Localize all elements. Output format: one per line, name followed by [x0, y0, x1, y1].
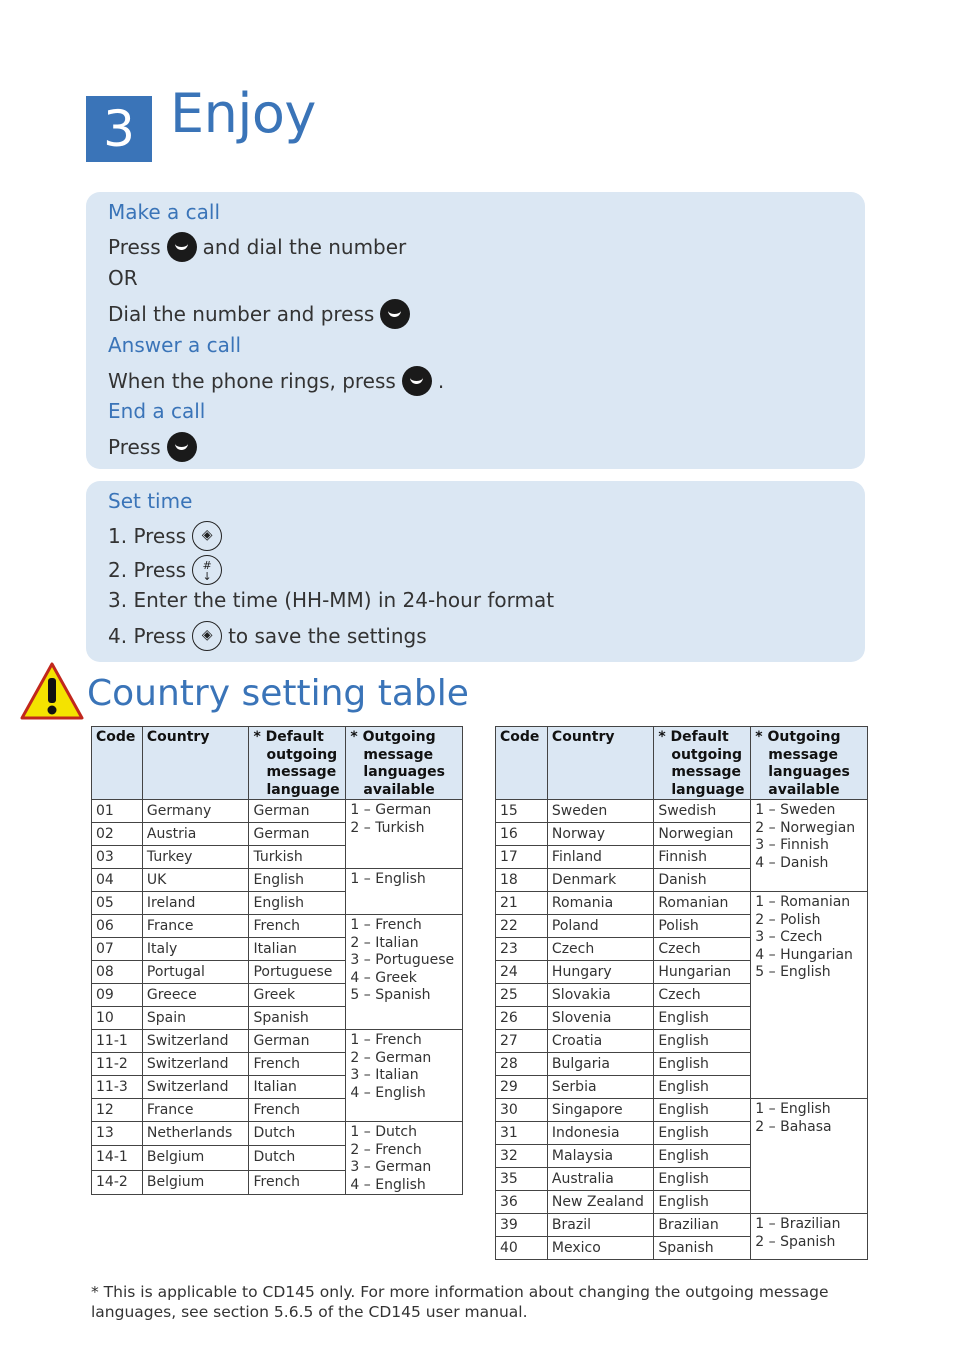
header-outgoing-languages: [346, 727, 463, 800]
cell-code: 02: [92, 823, 143, 846]
menu-key-icon: ◈: [192, 621, 222, 651]
cell-default-language: Spanish: [654, 1237, 751, 1260]
cell-country: Spain: [142, 1007, 249, 1030]
cell-code: 31: [496, 1122, 548, 1145]
header-line: message: [266, 764, 337, 780]
language-option: 1 – English: [755, 1101, 831, 1117]
header-default-language: [249, 727, 346, 800]
language-option: 4 – Danish: [755, 854, 829, 871]
cell-country: Czech: [547, 938, 653, 961]
cell-default-language: English: [654, 1168, 751, 1191]
header-outgoing-languages: [751, 727, 868, 800]
language-option: 1 – French: [350, 917, 422, 933]
cell-default-language: Portuguese: [249, 961, 346, 984]
cell-code: 24: [496, 961, 548, 984]
language-option: 1 – Romanian: [755, 894, 851, 910]
header-line: message: [768, 746, 838, 763]
answer-call-heading: Answer a call: [108, 333, 241, 357]
cell-country: New Zealand: [547, 1191, 653, 1214]
table-header-row: [92, 727, 463, 800]
cell-code: 29: [496, 1076, 548, 1099]
cell-code: 25: [496, 984, 548, 1007]
cell-country: Mexico: [547, 1237, 653, 1260]
cell-code: 39: [496, 1214, 548, 1237]
language-option: 4 – English: [350, 1176, 426, 1193]
cell-default-language: Italian: [249, 938, 346, 961]
cell-outgoing-languages: [346, 915, 463, 1030]
cell-code: 07: [92, 938, 143, 961]
set-time-panel: [86, 481, 865, 662]
cell-country: Norway: [547, 823, 653, 846]
header-code: Code: [92, 727, 143, 800]
cell-default-language: French: [249, 1053, 346, 1076]
language-option: 5 – English: [755, 964, 831, 980]
cell-country: Portugal: [142, 961, 249, 984]
language-option: 5 – Spanish: [350, 987, 431, 1003]
cell-country: Italy: [142, 938, 249, 961]
footnote: * This is applicable to CD145 only. For more information about changing the outgoing message languages, see section 5.6.5 of the CD145 user manual.: [91, 1283, 829, 1321]
table-row: [496, 1214, 868, 1237]
cell-code: 18: [496, 869, 548, 892]
cell-country: Slovenia: [547, 1007, 653, 1030]
cell-outgoing-languages: [346, 1030, 463, 1122]
cell-default-language: English: [654, 1191, 751, 1214]
cell-code: 28: [496, 1053, 548, 1076]
cell-default-language: German: [249, 1030, 346, 1053]
cell-code: 04: [92, 869, 143, 892]
language-option: 3 – Finnish: [755, 837, 829, 853]
cell-country: Romania: [547, 892, 653, 915]
cell-default-language: Finnish: [654, 846, 751, 869]
cell-country: Sweden: [547, 800, 653, 823]
cell-default-language: Norwegian: [654, 823, 751, 846]
cell-code: 08: [92, 961, 143, 984]
language-option: 4 – Greek: [350, 969, 417, 986]
cell-country: Turkey: [142, 846, 249, 869]
country-table-left: [91, 726, 463, 1195]
cell-country: France: [142, 1099, 249, 1122]
answer-call-text: When the phone rings, press: [108, 369, 396, 393]
table-row: [92, 800, 463, 823]
cell-default-language: Polish: [654, 915, 751, 938]
language-option: 2 – Bahasa: [755, 1118, 832, 1135]
cell-code: 40: [496, 1237, 548, 1260]
header-line: * Default: [253, 729, 324, 745]
cell-code: 32: [496, 1145, 548, 1168]
language-option: 3 – Italian: [350, 1067, 419, 1083]
or-text: OR: [108, 266, 138, 290]
cell-code: 11-1: [92, 1030, 143, 1053]
language-option: 2 – French: [350, 1141, 422, 1158]
cell-country: Croatia: [547, 1030, 653, 1053]
cell-country: Australia: [547, 1168, 653, 1191]
cell-default-language: Romanian: [654, 892, 751, 915]
cell-default-language: English: [654, 1076, 751, 1099]
end-call-line: [108, 432, 197, 462]
table-row: [92, 915, 463, 938]
cell-code: 10: [92, 1007, 143, 1030]
make-call-dial-press-text: Dial the number and press: [108, 302, 375, 326]
make-call-press-text: Press: [108, 235, 161, 259]
country-table-right: [495, 726, 868, 1260]
cell-code: 05: [92, 892, 143, 915]
cell-code: 12: [92, 1099, 143, 1122]
cell-default-language: Greek: [249, 984, 346, 1007]
cell-default-language: German: [249, 823, 346, 846]
cell-code: 21: [496, 892, 548, 915]
cell-default-language: Dutch: [249, 1146, 346, 1170]
cell-default-language: Hungarian: [654, 961, 751, 984]
cell-code: 11-3: [92, 1076, 143, 1099]
header-line: message: [363, 746, 434, 763]
language-option: 3 – German: [350, 1159, 432, 1175]
language-option: 2 – Spanish: [755, 1233, 836, 1250]
make-call-line1: [108, 232, 406, 262]
language-option: 4 – English: [350, 1084, 426, 1101]
cell-code: 27: [496, 1030, 548, 1053]
hash-key-icon: # ↓: [192, 555, 222, 585]
set-time-step2: [108, 555, 222, 585]
table-header-row: [496, 727, 868, 800]
header-country: Country: [142, 727, 249, 800]
cell-code: 13: [92, 1122, 143, 1146]
header-line: language: [266, 781, 340, 798]
header-line: outgoing: [266, 746, 338, 763]
cell-code: 36: [496, 1191, 548, 1214]
header-country: Country: [547, 727, 653, 800]
cell-code: 09: [92, 984, 143, 1007]
cell-country: Belgium: [142, 1146, 249, 1170]
language-option: 1 – Dutch: [350, 1124, 417, 1140]
cell-default-language: English: [654, 1122, 751, 1145]
cell-default-language: Czech: [654, 984, 751, 1007]
hash-key-label: #: [202, 559, 212, 572]
cell-country: Finland: [547, 846, 653, 869]
cell-outgoing-languages: [346, 1122, 463, 1195]
cell-default-language: Brazilian: [654, 1214, 751, 1237]
language-option: 1 – Brazilian: [755, 1216, 841, 1232]
cell-outgoing-languages: [751, 892, 868, 1099]
header-code: Code: [496, 727, 548, 800]
language-option: 4 – Hungarian: [755, 946, 853, 963]
cell-country: Ireland: [142, 892, 249, 915]
talk-key-icon: [402, 366, 432, 396]
header-line: * Outgoing: [755, 729, 841, 745]
language-option: 1 – French: [350, 1032, 422, 1048]
make-call-line2: [108, 299, 410, 329]
cell-code: 23: [496, 938, 548, 961]
cell-country: Austria: [142, 823, 249, 846]
end-call-text: Press: [108, 435, 161, 459]
cell-default-language: Danish: [654, 869, 751, 892]
cell-code: 01: [92, 800, 143, 823]
cell-outgoing-languages: [751, 1214, 868, 1260]
cell-country: Indonesia: [547, 1122, 653, 1145]
set-time-step1: [108, 521, 222, 551]
cell-country: Poland: [547, 915, 653, 938]
make-call-dial-text: and dial the number: [202, 235, 407, 259]
set-time-step4: [108, 621, 427, 651]
cell-default-language: English: [654, 1030, 751, 1053]
cell-country: Switzerland: [142, 1030, 249, 1053]
menu-key-icon: ◈: [192, 521, 222, 551]
cell-country: Switzerland: [142, 1053, 249, 1076]
talk-key-icon: [380, 299, 410, 329]
language-option: 1 – German: [350, 802, 432, 818]
cell-outgoing-languages: [346, 869, 463, 915]
step4-save-text: to save the settings: [228, 624, 427, 648]
cell-country: Slovakia: [547, 984, 653, 1007]
country-table-title: Country setting table: [87, 673, 469, 714]
header-line: available: [363, 781, 435, 798]
cell-country: Malaysia: [547, 1145, 653, 1168]
step4-text: 4. Press: [108, 624, 187, 648]
table-row: [496, 892, 868, 915]
talk-key-icon: [167, 232, 197, 262]
cell-code: 35: [496, 1168, 548, 1191]
cell-code: 22: [496, 915, 548, 938]
call-instructions-panel: [86, 192, 865, 469]
set-time-step3: 3. Enter the time (HH-MM) in 24-hour format: [108, 588, 555, 612]
cell-country: Brazil: [547, 1214, 653, 1237]
language-option: 1 – Sweden: [755, 802, 836, 818]
cell-code: 26: [496, 1007, 548, 1030]
cell-code: 30: [496, 1099, 548, 1122]
cell-country: Serbia: [547, 1076, 653, 1099]
cell-country: Denmark: [547, 869, 653, 892]
cell-default-language: Spanish: [249, 1007, 346, 1030]
page-title: Enjoy: [170, 82, 316, 145]
cell-code: 14-2: [92, 1170, 143, 1194]
cell-default-language: French: [249, 1170, 346, 1194]
cell-country: Hungary: [547, 961, 653, 984]
header-default-language: [654, 727, 751, 800]
language-option: 1 – English: [350, 871, 426, 887]
cell-country: Singapore: [547, 1099, 653, 1122]
make-call-heading: Make a call: [108, 200, 221, 224]
cell-default-language: French: [249, 915, 346, 938]
table-row: [496, 800, 868, 823]
cell-default-language: German: [249, 800, 346, 823]
header-line: language: [671, 781, 745, 798]
table-row: [92, 869, 463, 892]
answer-call-line: [108, 366, 444, 396]
cell-country: Netherlands: [142, 1122, 249, 1146]
language-option: 3 – Czech: [755, 929, 823, 945]
cell-code: 03: [92, 846, 143, 869]
cell-country: Belgium: [142, 1170, 249, 1194]
header-line: message: [671, 764, 742, 780]
end-key-icon: [167, 432, 197, 462]
cell-country: UK: [142, 869, 249, 892]
header-line: languages: [768, 764, 850, 780]
cell-code: 14-1: [92, 1146, 143, 1170]
language-option: 2 – Polish: [755, 911, 821, 928]
cell-default-language: English: [654, 1053, 751, 1076]
cell-code: 06: [92, 915, 143, 938]
cell-default-language: English: [249, 869, 346, 892]
cell-default-language: Czech: [654, 938, 751, 961]
cell-default-language: English: [654, 1145, 751, 1168]
cell-default-language: French: [249, 1099, 346, 1122]
language-option: 2 – Norwegian: [755, 819, 856, 836]
cell-default-language: English: [654, 1099, 751, 1122]
warning-icon: [20, 662, 84, 720]
set-time-heading: Set time: [108, 489, 193, 513]
cell-default-language: English: [654, 1007, 751, 1030]
step1-text: 1. Press: [108, 524, 187, 548]
cell-country: Bulgaria: [547, 1053, 653, 1076]
header-line: * Default: [658, 729, 729, 745]
cell-country: Greece: [142, 984, 249, 1007]
cell-outgoing-languages: [751, 1099, 868, 1214]
header-line: outgoing: [671, 746, 743, 763]
language-option: 2 – Italian: [350, 934, 419, 951]
language-option: 2 – Turkish: [350, 819, 425, 836]
table-row: [496, 1099, 868, 1122]
cell-country: Switzerland: [142, 1076, 249, 1099]
cell-default-language: Dutch: [249, 1122, 346, 1146]
header-line: languages: [363, 764, 445, 780]
answer-call-period: .: [437, 369, 445, 393]
step2-text: 2. Press: [108, 558, 187, 582]
cell-default-language: English: [249, 892, 346, 915]
cell-code: 11-2: [92, 1053, 143, 1076]
end-call-heading: End a call: [108, 399, 206, 423]
cell-default-language: Italian: [249, 1076, 346, 1099]
header-line: available: [768, 781, 840, 798]
cell-outgoing-languages: [751, 800, 868, 892]
table-row: [92, 1030, 463, 1053]
cell-outgoing-languages: [346, 800, 463, 869]
cell-country: France: [142, 915, 249, 938]
cell-code: 16: [496, 823, 548, 846]
chapter-number: 3: [86, 96, 152, 162]
language-option: 3 – Portuguese: [350, 952, 455, 968]
cell-code: 15: [496, 800, 548, 823]
table-row: [92, 1122, 463, 1146]
cell-country: Germany: [142, 800, 249, 823]
cell-default-language: Turkish: [249, 846, 346, 869]
language-option: 2 – German: [350, 1049, 432, 1066]
cell-code: 17: [496, 846, 548, 869]
header-line: * Outgoing: [350, 729, 436, 745]
cell-default-language: Swedish: [654, 800, 751, 823]
